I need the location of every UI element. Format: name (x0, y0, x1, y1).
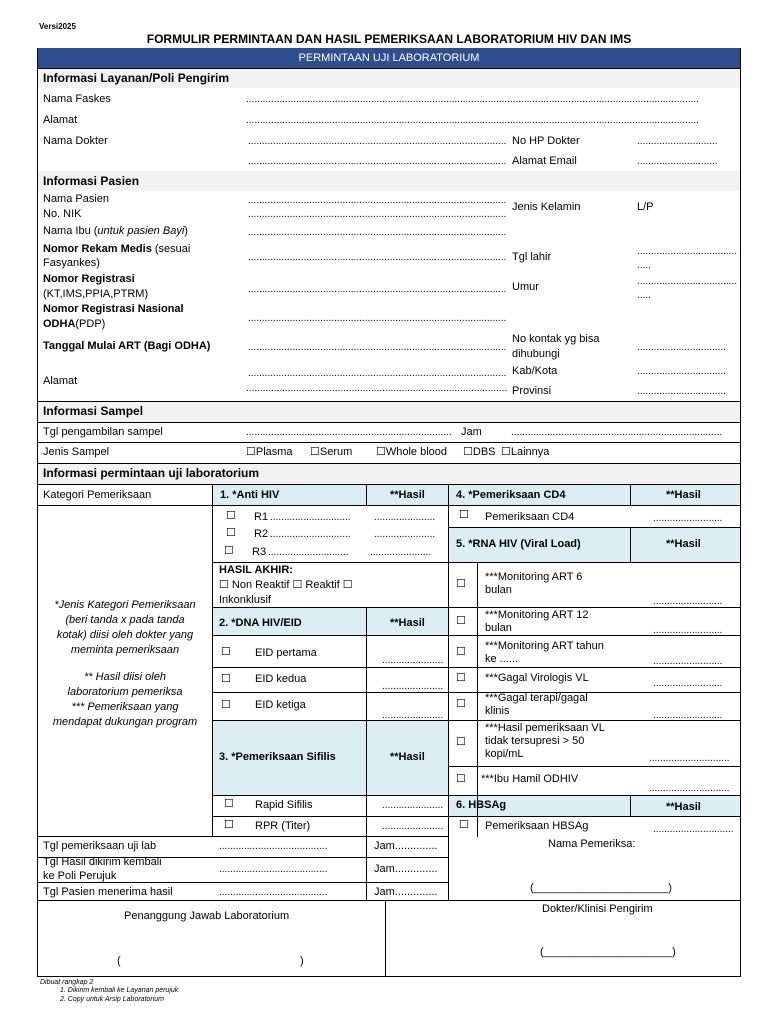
field-no-reg-nas[interactable]: ............................................................................................. (248, 313, 507, 324)
rapid-sifilis-hasil[interactable]: ...................... (382, 800, 444, 811)
label-umur: Umur (512, 281, 539, 293)
field-no-reg[interactable]: ............................................................................................. (248, 284, 507, 295)
cd4-checkbox[interactable]: ☐ (459, 509, 469, 521)
label-no-nik: No. NIK (43, 208, 82, 220)
label-jenis-kelamin: Jenis Kelamin (512, 201, 581, 213)
cd4-title: 4. *Pemeriksaan CD4 (456, 489, 566, 501)
hbsag-label: Pemeriksaan HBSAg (485, 820, 589, 832)
rna-item-7-label: ***Ibu Hamil ODHIV (481, 773, 579, 785)
rpr-label: RPR (Titer) (255, 820, 311, 832)
label-nama-dokter: Nama Dokter (43, 135, 108, 147)
hasil-akhir-label: HASIL AKHIR: (219, 564, 293, 576)
form-title: FORMULIR PERMINTAAN DAN HASIL PEMERIKSAAN LABORATORIUM HIV DAN IMS (146, 32, 632, 46)
rna-item-2-checkbox[interactable]: ☐ (456, 615, 466, 627)
label-jam-terima: Jam.............. (374, 886, 438, 898)
notes-item-2: 2. Copy untuk Arsip Laboratorium (60, 996, 165, 1003)
hbsag-checkbox[interactable]: ☐ (459, 819, 469, 831)
eid-pertama-hasil[interactable]: ...................... (382, 655, 444, 666)
section-sampel: Informasi Sampel (43, 404, 144, 418)
field-alamat-faskes[interactable]: ................................................................................................................................................................... (246, 115, 699, 126)
label-tgl-lahir: Tgl lahir (512, 251, 552, 263)
eid-pertama-label: EID pertama (255, 647, 317, 659)
rna-item-6-label: ***Hasil pemeriksaan VL tidak tersupresi > 50 kopi/mL (485, 722, 605, 760)
field-no-hp-dokter[interactable]: ............................. (637, 136, 718, 147)
rna-item-7-hasil[interactable]: ............................. (649, 783, 730, 794)
pj-lab-paren-close: ) (300, 955, 304, 967)
rna-item-6-hasil[interactable]: ............................. (649, 753, 730, 764)
field-kab-kota[interactable]: ................................ (637, 366, 726, 377)
option-whole-blood[interactable]: ☐Whole blood (376, 446, 448, 458)
cd4-label: Pemeriksaan CD4 (485, 511, 575, 523)
rna-item-4-hasil[interactable]: ......................... (653, 678, 723, 689)
field-nama-dokter-2[interactable]: ............................................................................................. (248, 156, 507, 167)
cd4-hasil-header: **Hasil (666, 489, 701, 501)
rapid-sifilis-checkbox[interactable]: ☐ (224, 798, 234, 810)
sifilis-hasil-header: **Hasil (390, 751, 425, 763)
label-no-rm-note: Fasyankes) (43, 257, 100, 269)
rna-item-2-hasil[interactable]: ......................... (653, 625, 723, 636)
rna-item-3-checkbox[interactable]: ☐ (456, 646, 466, 658)
rna-item-4-checkbox[interactable]: ☐ (456, 672, 466, 684)
field-nama-pemeriksa[interactable]: (______________________) (530, 882, 672, 894)
rna-item-5-label: ***Gagal terapi/gagal klinis (485, 692, 588, 717)
section-permintaan: Informasi permintaan uji laboratorium (43, 466, 260, 480)
notes-title: Dibuat rangkap 2 (40, 979, 94, 986)
field-nama-faskes[interactable]: ................................................................................................................................................................... (246, 94, 699, 105)
field-tgl-art[interactable]: ............................................................................................. (248, 342, 507, 353)
hasil-akhir-options[interactable]: ☐ Non Reaktif ☐ Reaktif ☐ (219, 579, 353, 591)
anti-hiv-r3-hasil[interactable]: ...................... (370, 547, 432, 558)
kategori-notes: *Jenis Kategori Pemeriksaan (beri tanda x pada tanda kotak) diisi oleh dokter yang meminta pemeriksaan ** Hasil diisi oleh laboratorium pemeriksa *** Pemeriksaan yang mendapat dukungan program (52, 599, 198, 728)
label-jam-ambil: Jam (461, 426, 482, 438)
field-tgl-terima[interactable]: ....................................... (219, 887, 328, 898)
label-pj-lab: Penanggung Jawab Laboratorium (124, 910, 290, 922)
rapid-sifilis-label: Rapid Sifilis (255, 799, 313, 811)
anti-hiv-title: 1. *Anti HIV (220, 489, 280, 501)
label-tgl-uji: Tgl pemeriksaan uji lab (43, 840, 157, 852)
rna-item-1-hasil[interactable]: ......................... (653, 596, 723, 607)
field-jam-ambil[interactable]: ............................................................................ (511, 427, 723, 438)
label-no-rm: Nomor Rekam Medis (sesuai (43, 243, 191, 255)
hasil-akhir-inkonklusif: Inkonklusif (219, 594, 271, 606)
rpr-hasil[interactable]: ...................... (382, 821, 444, 832)
field-tgl-lahir[interactable]: .................................... (637, 246, 738, 257)
dna-title: 2. *DNA HIV/EID (219, 617, 302, 629)
anti-hiv-r2-label: R2 (254, 528, 269, 540)
label-tgl-kirim-2: ke Poli Perujuk (43, 870, 117, 882)
anti-hiv-r3-checkbox[interactable]: ☐ (224, 545, 234, 557)
label-no-reg-nas-2: ODHA(PDP) (43, 318, 106, 330)
label-jam-uji: Jam.............. (374, 840, 438, 852)
field-provinsi[interactable]: ................................ (637, 386, 726, 397)
rna-item-3-label: ***Monitoring ART tahun ke ...... (485, 640, 604, 665)
value-jenis-kelamin[interactable]: L/P (637, 201, 654, 213)
field-nama-dokter[interactable]: ............................................................................................. (248, 136, 507, 147)
notes-item-1: 1. Dikirim kembali ke Layanan perujuk (60, 987, 179, 994)
anti-hiv-hasil-header: **Hasil (390, 489, 425, 501)
option-plasma[interactable]: ☐Plasma (246, 446, 293, 458)
rna-item-1-label: ***Monitoring ART 6 bulan (485, 571, 583, 596)
anti-hiv-r1-label: R1 (254, 511, 269, 523)
label-jam-kirim: Jam.............. (374, 863, 438, 875)
label-nama-faskes: Nama Faskes (43, 93, 111, 105)
label-kategori: Kategori Pemeriksaan (43, 489, 152, 501)
eid-kedua-hasil[interactable]: ...................... (382, 681, 444, 692)
option-serum[interactable]: ☐Serum (310, 446, 353, 458)
field-tgl-ambil[interactable]: .......................................................................... (246, 427, 452, 438)
option-lainnya[interactable]: ☐Lainnya (501, 446, 550, 458)
label-alamat-email: Alamat Email (512, 155, 577, 167)
field-tgl-kirim[interactable]: ....................................... (219, 864, 328, 875)
anti-hiv-r1-hasil[interactable]: ...................... (374, 512, 436, 523)
rna-item-3-hasil[interactable]: ......................... (653, 656, 723, 667)
anti-hiv-r2-hasil[interactable]: ...................... (374, 529, 436, 540)
rna-item-2-label: ***Monitoring ART 12 bulan (485, 609, 589, 634)
label-no-reg-nas: Nomor Registrasi Nasional (43, 303, 184, 315)
sifilis-title: 3. *Pemeriksaan Sifilis (219, 751, 336, 763)
rna-item-5-hasil[interactable]: ......................... (653, 710, 723, 721)
label-tgl-art: Tanggal Mulai ART (Bagi ODHA) (43, 340, 211, 352)
label-nama-pemeriksa: Nama Pemeriksa: (548, 838, 636, 850)
eid-kedua-label: EID kedua (255, 673, 307, 685)
field-alamat-email[interactable]: ............................. (637, 156, 718, 167)
section-layanan: Informasi Layanan/Poli Pengirim (43, 71, 230, 85)
label-kab-kota: Kab/Kota (512, 365, 558, 377)
eid-ketiga-hasil[interactable]: ...................... (382, 710, 444, 721)
label-no-hp-dokter: No HP Dokter (512, 135, 580, 147)
label-tgl-kirim: Tgl Hasil dikirim kembali (43, 856, 162, 868)
label-jenis-sampel: Jenis Sampel (43, 446, 110, 458)
label-no-reg: Nomor Registrasi (43, 273, 135, 285)
label-no-reg-note: (KT,IMS,PPIA,PTRM) (43, 288, 149, 300)
field-alamat-pasien[interactable]: ............................................................................................. (248, 368, 507, 379)
label-nama-pasien: Nama Pasien (43, 193, 110, 205)
hbsag-hasil[interactable]: ............................. (653, 824, 734, 835)
cd4-hasil[interactable]: ......................... (653, 513, 723, 524)
rna-item-1-checkbox[interactable]: ☐ (456, 578, 466, 590)
label-alamat-pasien: Alamat (43, 375, 78, 387)
rna-item-7-checkbox[interactable]: ☐ (456, 773, 466, 785)
eid-kedua-checkbox[interactable]: ☐ (221, 673, 231, 685)
dna-hasil-header: **Hasil (390, 617, 425, 629)
rna-item-4-label: ***Gagal Virologis VL (485, 672, 589, 684)
hbsag-title: 6. HBSAg (456, 799, 507, 811)
rna-item-6-checkbox[interactable]: ☐ (456, 736, 466, 748)
field-tgl-uji[interactable]: ....................................... (219, 841, 328, 852)
band-title: PERMINTAAN UJI LABORATORIUM (298, 52, 480, 64)
anti-hiv-r3-label: R3 (252, 546, 267, 558)
eid-ketiga-label: EID ketiga (255, 699, 306, 711)
anti-hiv-r1-checkbox[interactable]: ☐ (226, 510, 236, 522)
label-no-kontak-2: dihubungi (512, 348, 560, 360)
rna-item-5-checkbox[interactable]: ☐ (456, 698, 466, 710)
label-alamat-faskes: Alamat (43, 114, 78, 126)
rna-hasil-header: **Hasil (666, 538, 701, 550)
rpr-checkbox[interactable]: ☐ (224, 819, 234, 831)
field-no-nik[interactable]: ............................................................................................. (248, 209, 507, 220)
anti-hiv-r2-checkbox[interactable]: ☐ (226, 527, 236, 539)
label-dokter-pengirim: Dokter/Klinisi Pengirim (542, 903, 653, 915)
label-provinsi: Provinsi (512, 385, 552, 397)
field-no-rm[interactable]: ............................................................................................. (248, 252, 507, 263)
rna-title: 5. *RNA HIV (Viral Load) (456, 538, 581, 550)
field-dokter-pengirim[interactable]: (_____________________) (540, 946, 676, 958)
pj-lab-paren-open: ( (117, 955, 121, 967)
field-nama-ibu[interactable]: ............................................................................................. (248, 227, 507, 238)
field-alamat-pasien-2[interactable]: .............................................................................................. (246, 383, 508, 394)
label-tgl-ambil: Tgl pengambilan sampel (43, 426, 163, 438)
section-pasien: Informasi Pasien (43, 174, 140, 188)
field-no-kontak[interactable]: ................................ (637, 342, 726, 353)
eid-ketiga-checkbox[interactable]: ☐ (221, 699, 231, 711)
field-nama-pasien[interactable]: ............................................................................................. (248, 195, 507, 206)
option-dbs[interactable]: ☐DBS (463, 446, 496, 458)
label-nama-ibu: Nama Ibu (untuk pasien Bayi) (43, 225, 188, 237)
hbsag-hasil-header: **Hasil (666, 801, 701, 813)
label-tgl-terima: Tgl Pasien menerima hasil (43, 886, 173, 898)
eid-pertama-checkbox[interactable]: ☐ (221, 646, 231, 658)
field-umur[interactable]: .................................... (637, 276, 738, 287)
version-label: Versi2025 (39, 22, 76, 31)
label-no-kontak: No kontak yg bisa (512, 333, 600, 345)
